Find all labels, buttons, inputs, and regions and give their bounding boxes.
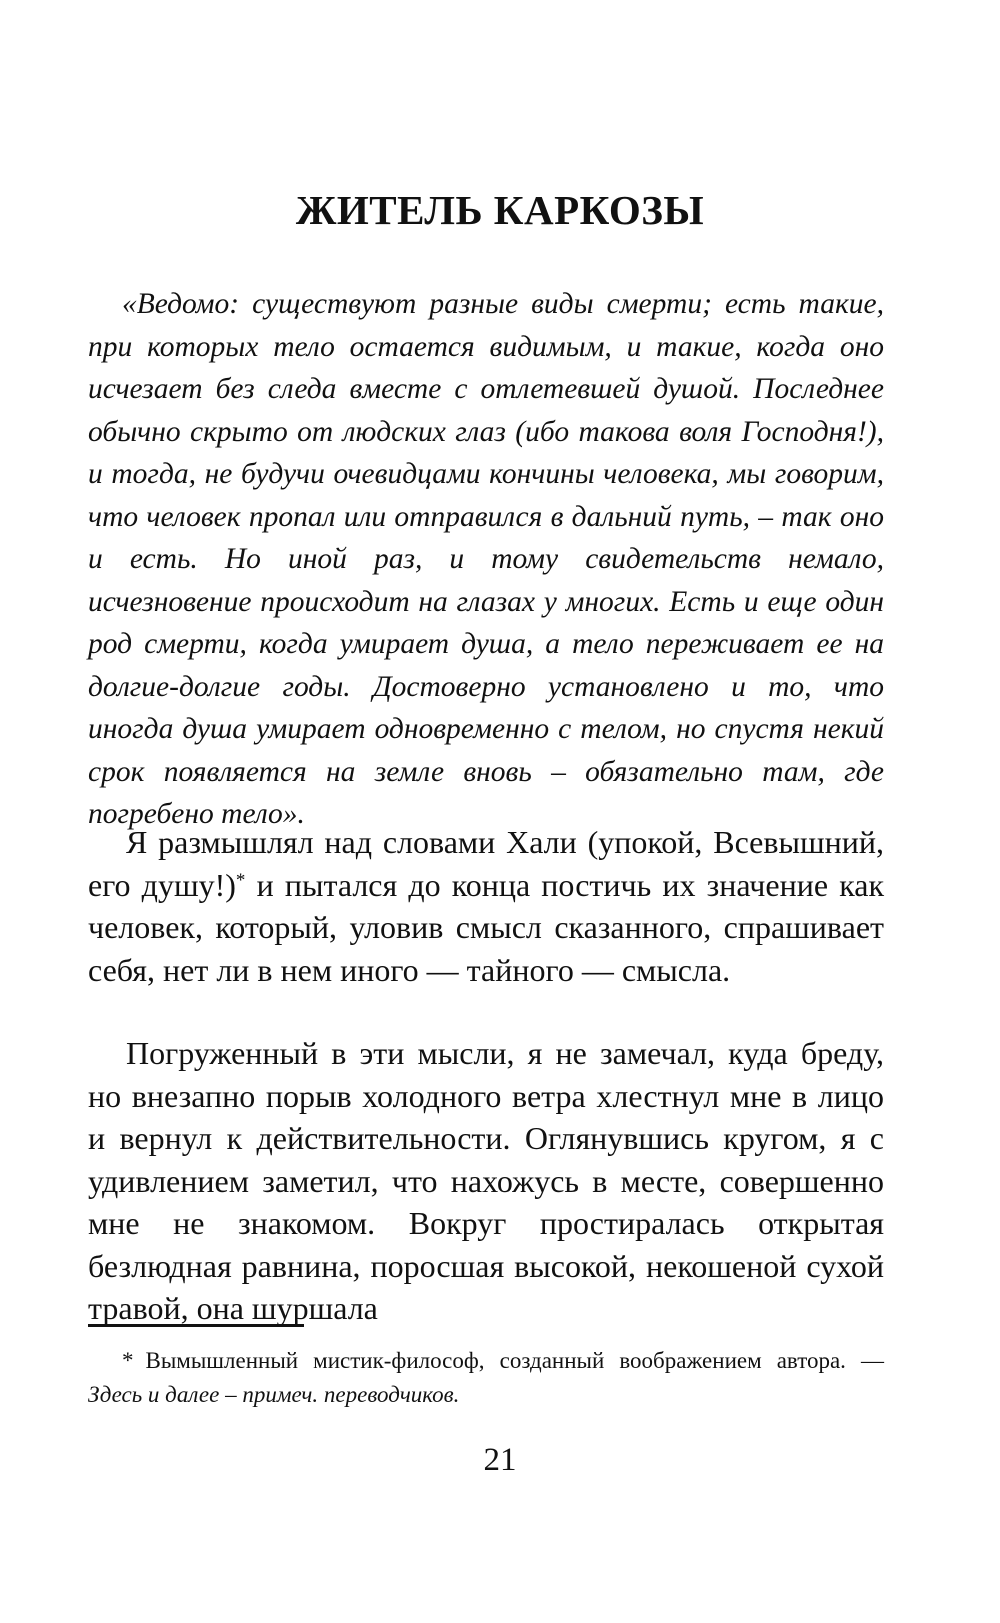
footnote-separator — [88, 1324, 304, 1327]
footnote-mark: * — [122, 1348, 134, 1373]
footnote-credit: Здесь и далее – примеч. переводчиков. — [88, 1382, 460, 1407]
epigraph: «Ведомо: существуют разные виды смерти; есть такие, при которых тело остается видимым, и такие, когда оно исчезает без следа вместе с отлетевшей душой. Последнее обычно скрыто от людских глаз (ибо такова воля Господня!), и тогда, не будучи очевидцами кончины человека, мы говорим, что человек пропал или отправился в дальний путь, – так оно и есть. Но иной раз, и тому свидетельств немало, исчезновение происходит на глазах у многих. Есть и еще один род смерти, когда умирает душа, а тело переживает ее на долгие-долгие годы. Достоверно установлено и то, что иногда душа умирает одновременно с телом, но спустя некий срок появляется на земле вновь – обязательно там, где погребено тело». — [88, 288, 884, 830]
paragraph-text-before-note: Я размышлял над словами Хали (упокой, Всевышний, его душу!) — [88, 824, 884, 903]
footnote — [88, 1344, 884, 1412]
body-paragraph: Погруженный в эти мысли, я не замечал, куда бреду, но внезапно порыв холодного ветра хлестнул мне в лицо и вернул к действительности. Оглянувшись кругом, я с удивлением заметил, что нахожусь в месте, совершенно мне не знакомом. Вокруг простиралась открытая безлюдная равнина, поросшая высокой, некошеной сухой травой, она шуршала — [88, 1035, 884, 1326]
footnote-reference[interactable]: * — [235, 869, 246, 891]
paragraph-text-after-note: и пытался до конца постичь их значение как человек, который, уловив смысл сказанного, спрашивает себя, нет ли в нем иного — тайного — смысла. — [88, 866, 885, 988]
body-paragraph — [88, 821, 884, 991]
footnote-text: Вымышленный мистик-философ, созданный воображением автора. — — [145, 1348, 884, 1373]
chapter-title: ЖИТЕЛЬ КАРКОЗЫ — [295, 187, 705, 233]
page-number: 21 — [483, 1442, 517, 1478]
